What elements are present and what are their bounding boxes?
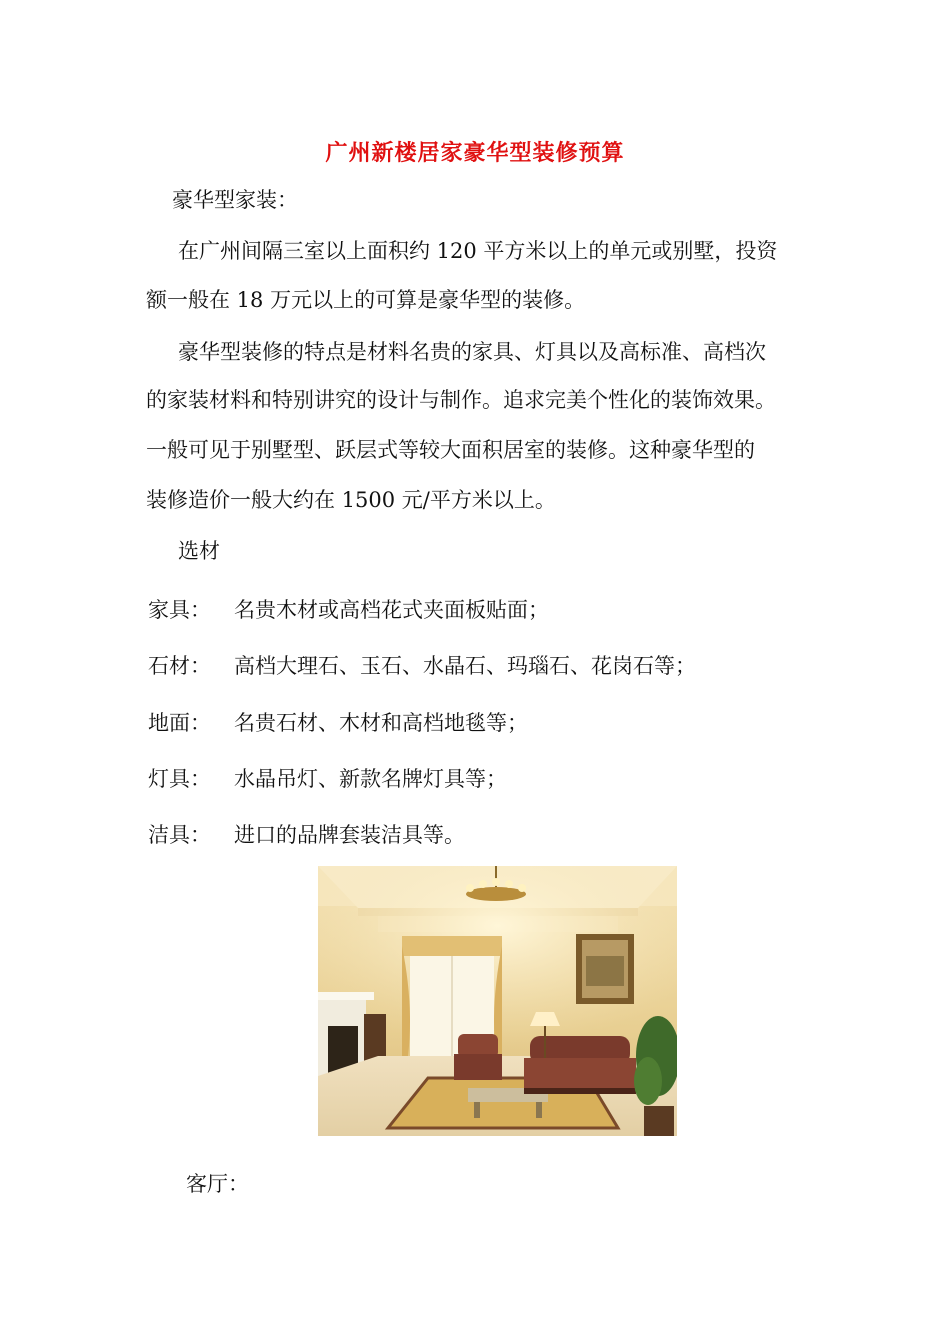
paragraph-line: 豪华型装修的特点是材料名贵的家具、灯具以及高标准、高档次 [178,340,766,364]
material-value: 水晶吊灯、新款名牌灯具等； [234,767,507,791]
document-title: 广州新楼居家豪华型装修预算 [325,140,625,166]
material-label: 家具： [148,598,211,622]
material-label: 石材： [148,654,211,678]
materials-heading: 选材 [178,539,220,563]
living-room-heading: 客厅： [186,1172,249,1196]
section-heading: 豪华型家装： [172,188,298,212]
paragraph-line: 的家装材料和特别讲究的设计与制作。追求完美个性化的装饰效果。 [146,388,776,412]
paragraph-line: 在广州间隔三室以上面积约 120 平方米以上的单元或别墅，投资 [178,239,778,263]
material-value: 名贵石材、木材和高档地毯等； [234,711,528,735]
material-label: 灯具： [148,767,211,791]
material-value: 高档大理石、玉石、水晶石、玛瑙石、花岗石等； [234,654,696,678]
material-value: 进口的品牌套装洁具等。 [234,823,465,847]
paragraph-line: 额一般在 18 万元以上的可算是豪华型的装修。 [146,288,586,312]
paragraph-line: 装修造价一般大约在 1500 元/平方米以上。 [146,488,556,512]
paragraph-line: 一般可见于别墅型、跃层式等较大面积居室的装修。这种豪华型的 [146,438,755,462]
living-room-photo [318,866,677,1136]
material-label: 洁具： [148,823,211,847]
material-value: 名贵木材或高档花式夹面板贴面； [234,598,549,622]
material-label: 地面： [148,711,211,735]
